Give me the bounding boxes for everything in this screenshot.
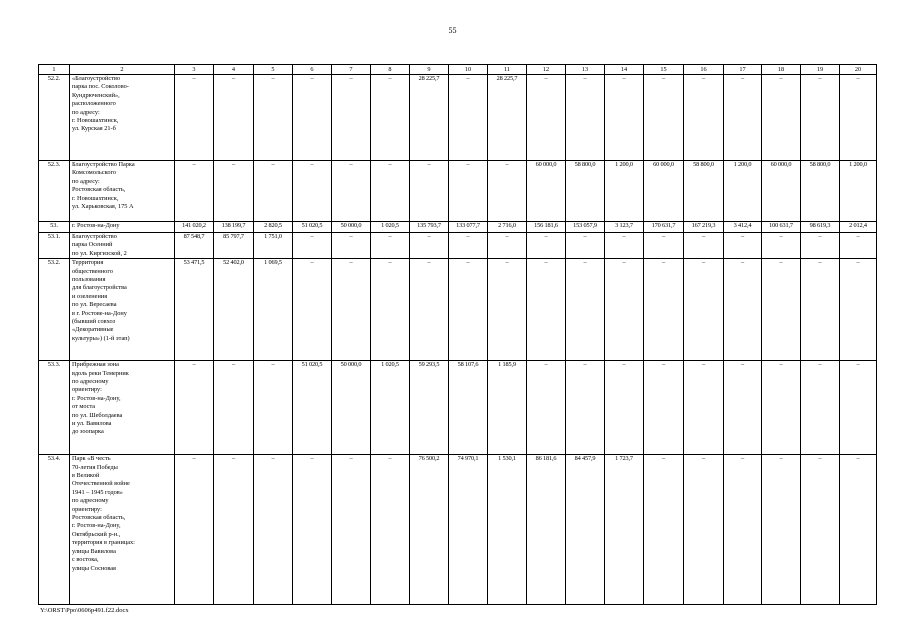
value-cell: – — [605, 259, 644, 361]
column-number-cell: 17 — [724, 65, 762, 75]
value-cell: – — [801, 259, 840, 361]
row-name-cell: Территория общественного пользования для благоустройства и озеленения по ул. Вересаева в г. Ростове-на-Дону (бывший совхоз «Декоративные культуры») (1-й этап) — [70, 259, 175, 361]
value-cell: – — [175, 455, 214, 605]
value-cell: – — [724, 455, 762, 605]
value-cell: 60 000,0 — [762, 161, 801, 222]
value-cell: – — [449, 233, 488, 259]
value-cell: – — [644, 361, 684, 455]
value-cell: – — [214, 455, 254, 605]
value-cell: 74 970,1 — [449, 455, 488, 605]
value-cell: – — [724, 233, 762, 259]
value-cell: – — [410, 259, 449, 361]
table-row — [39, 75, 877, 161]
value-cell: 1 200,0 — [840, 161, 877, 222]
row-code-cell: 53. — [39, 222, 70, 233]
value-cell: – — [724, 75, 762, 161]
value-cell: – — [332, 75, 371, 161]
value-cell: – — [175, 161, 214, 222]
value-cell: – — [684, 233, 724, 259]
value-cell: 28 225,7 — [488, 75, 527, 161]
value-cell: – — [762, 455, 801, 605]
row-name-cell: Благоустройство Парка Комсомольского по адресу: Ростовская область, г. Новошахтинск, ул. Харьковская, 175 А — [70, 161, 175, 222]
column-number-cell: 18 — [762, 65, 801, 75]
value-cell: 100 631,7 — [762, 222, 801, 233]
value-cell: 52 402,0 — [214, 259, 254, 361]
value-cell: – — [684, 75, 724, 161]
value-cell: – — [449, 259, 488, 361]
row-code-cell: 53.2. — [39, 259, 70, 361]
column-number-cell: 2 — [70, 65, 175, 75]
value-cell: – — [488, 161, 527, 222]
table-row — [39, 455, 877, 605]
value-cell: 3 123,7 — [605, 222, 644, 233]
value-cell: 98 619,3 — [801, 222, 840, 233]
value-cell: 1 723,7 — [605, 455, 644, 605]
column-number-cell: 4 — [214, 65, 254, 75]
value-cell: 85 797,7 — [214, 233, 254, 259]
value-cell: – — [566, 75, 605, 161]
value-cell: – — [801, 75, 840, 161]
value-cell: – — [214, 75, 254, 161]
value-cell: 1 530,1 — [488, 455, 527, 605]
value-cell: – — [254, 361, 293, 455]
value-cell: 58 800,0 — [566, 161, 605, 222]
value-cell: – — [684, 361, 724, 455]
value-cell: – — [801, 455, 840, 605]
value-cell: 1 200,0 — [605, 161, 644, 222]
row-code-cell: 53.4. — [39, 455, 70, 605]
value-cell: – — [410, 161, 449, 222]
value-cell: – — [801, 361, 840, 455]
value-cell: – — [527, 233, 566, 259]
value-cell: – — [644, 455, 684, 605]
value-cell: 84 457,9 — [566, 455, 605, 605]
value-cell: 167 219,3 — [684, 222, 724, 233]
value-cell: 1 069,5 — [254, 259, 293, 361]
page-number: 55 — [448, 26, 457, 35]
value-cell: 156 181,6 — [527, 222, 566, 233]
table-row — [39, 161, 877, 222]
table-row — [39, 233, 877, 259]
column-number-cell: 10 — [449, 65, 488, 75]
value-cell: – — [840, 361, 877, 455]
value-cell: 58 800,0 — [684, 161, 724, 222]
value-cell: – — [566, 233, 605, 259]
column-number-cell: 12 — [527, 65, 566, 75]
row-name-cell: Прибрежная зона вдоль реки Темерник по адресному ориентиру: г. Ростов-на-Дону, от моста по ул. Шеболдаева и ул. Вавилова до зоопарка — [70, 361, 175, 455]
value-cell: 1 020,5 — [371, 222, 410, 233]
value-cell: 2 012,4 — [840, 222, 877, 233]
row-code-cell: 52.2. — [39, 75, 70, 161]
value-cell: – — [410, 233, 449, 259]
value-cell: 3 412,4 — [724, 222, 762, 233]
footer-file-path: Y:\ORST\Ppo\0606p491.f22.docx — [40, 607, 129, 614]
column-number-cell: 19 — [801, 65, 840, 75]
value-cell: – — [840, 455, 877, 605]
value-cell: 53 471,5 — [175, 259, 214, 361]
value-cell: – — [371, 233, 410, 259]
value-cell: – — [254, 455, 293, 605]
value-cell: – — [214, 161, 254, 222]
column-number-cell: 7 — [332, 65, 371, 75]
value-cell: – — [371, 161, 410, 222]
value-cell: 2 820,5 — [254, 222, 293, 233]
value-cell: 133 077,7 — [449, 222, 488, 233]
value-cell: – — [293, 161, 332, 222]
column-number-cell: 3 — [175, 65, 214, 75]
value-cell: 58 107,6 — [449, 361, 488, 455]
table-row — [39, 259, 877, 361]
value-cell: 28 225,7 — [410, 75, 449, 161]
value-cell: – — [449, 75, 488, 161]
value-cell: 1 200,0 — [724, 161, 762, 222]
value-cell: 1 020,5 — [371, 361, 410, 455]
column-number-cell: 9 — [410, 65, 449, 75]
value-cell: 50 000,0 — [332, 222, 371, 233]
row-name-cell: Парк «В честь 70-летия Победы в Великой Отечественной войне 1941 – 1945 годов» по адресному ориентиру: Ростовская область, г. Ростов-на-Дону, Октябрьский р-н., территория в границах: улицы Вавилова с востока, улицы Сосновая — [70, 455, 175, 605]
value-cell: – — [762, 75, 801, 161]
value-cell: 141 020,2 — [175, 222, 214, 233]
row-code-cell: 53.3. — [39, 361, 70, 455]
value-cell: – — [332, 259, 371, 361]
column-number-row — [39, 65, 877, 75]
value-cell: 2 716,0 — [488, 222, 527, 233]
value-cell: – — [684, 455, 724, 605]
column-number-cell: 15 — [644, 65, 684, 75]
value-cell: 51 020,5 — [293, 222, 332, 233]
value-cell: 87 548,7 — [175, 233, 214, 259]
value-cell: – — [332, 161, 371, 222]
value-cell: – — [293, 75, 332, 161]
value-cell: – — [293, 455, 332, 605]
value-cell: 1 751,0 — [254, 233, 293, 259]
value-cell: 60 000,0 — [527, 161, 566, 222]
column-number-cell: 6 — [293, 65, 332, 75]
value-cell: – — [254, 75, 293, 161]
value-cell: 58 800,0 — [801, 161, 840, 222]
value-cell: – — [527, 259, 566, 361]
value-cell: – — [254, 161, 293, 222]
row-name-cell: «Благоустройство парка пос. Соколово- Кундрюченский», расположенного по адресу: г. Новошахтинск, ул. Курская 21-б — [70, 75, 175, 161]
value-cell: – — [214, 361, 254, 455]
value-cell: – — [449, 161, 488, 222]
value-cell: – — [605, 233, 644, 259]
value-cell: – — [605, 361, 644, 455]
value-cell: 59 293,5 — [410, 361, 449, 455]
value-cell: – — [488, 233, 527, 259]
column-number-cell: 1 — [39, 65, 70, 75]
value-cell: – — [332, 233, 371, 259]
value-cell: – — [605, 75, 644, 161]
value-cell: – — [724, 259, 762, 361]
value-cell: – — [762, 259, 801, 361]
row-code-cell: 53.1. — [39, 233, 70, 259]
value-cell: – — [840, 75, 877, 161]
value-cell: 153 057,9 — [566, 222, 605, 233]
value-cell: – — [644, 233, 684, 259]
row-code-cell: 52.3. — [39, 161, 70, 222]
value-cell: – — [801, 233, 840, 259]
value-cell: – — [371, 75, 410, 161]
value-cell: – — [644, 75, 684, 161]
value-cell: 1 185,9 — [488, 361, 527, 455]
column-number-cell: 5 — [254, 65, 293, 75]
row-name-cell: г. Ростов-на-Дону — [70, 222, 175, 233]
value-cell: – — [724, 361, 762, 455]
value-cell: 86 181,6 — [527, 455, 566, 605]
table-row — [39, 222, 877, 233]
value-cell: – — [293, 259, 332, 361]
value-cell: – — [371, 455, 410, 605]
value-cell: – — [762, 361, 801, 455]
value-cell: – — [371, 259, 410, 361]
column-number-cell: 14 — [605, 65, 644, 75]
table-row — [39, 361, 877, 455]
value-cell: – — [840, 259, 877, 361]
column-number-cell: 13 — [566, 65, 605, 75]
column-number-cell: 11 — [488, 65, 527, 75]
value-cell: – — [644, 259, 684, 361]
column-number-cell: 16 — [684, 65, 724, 75]
value-cell: – — [840, 233, 877, 259]
value-cell: 60 000,0 — [644, 161, 684, 222]
row-name-cell: Благоустройство парка Осенний по ул. Киргизской, 2 — [70, 233, 175, 259]
value-cell: 50 000,0 — [332, 361, 371, 455]
value-cell: 135 793,7 — [410, 222, 449, 233]
value-cell: – — [684, 259, 724, 361]
value-cell: 170 631,7 — [644, 222, 684, 233]
value-cell: – — [175, 361, 214, 455]
column-number-cell: 8 — [371, 65, 410, 75]
value-cell: – — [762, 233, 801, 259]
value-cell: – — [527, 361, 566, 455]
value-cell: – — [527, 75, 566, 161]
value-cell: – — [488, 259, 527, 361]
value-cell: 76 500,2 — [410, 455, 449, 605]
data-table — [38, 64, 877, 605]
value-cell: 138 199,7 — [214, 222, 254, 233]
table-body — [39, 75, 877, 605]
value-cell: – — [566, 361, 605, 455]
value-cell: 51 020,5 — [293, 361, 332, 455]
value-cell: – — [293, 233, 332, 259]
value-cell: – — [175, 75, 214, 161]
value-cell: – — [566, 259, 605, 361]
column-number-cell: 20 — [840, 65, 877, 75]
value-cell: – — [332, 455, 371, 605]
